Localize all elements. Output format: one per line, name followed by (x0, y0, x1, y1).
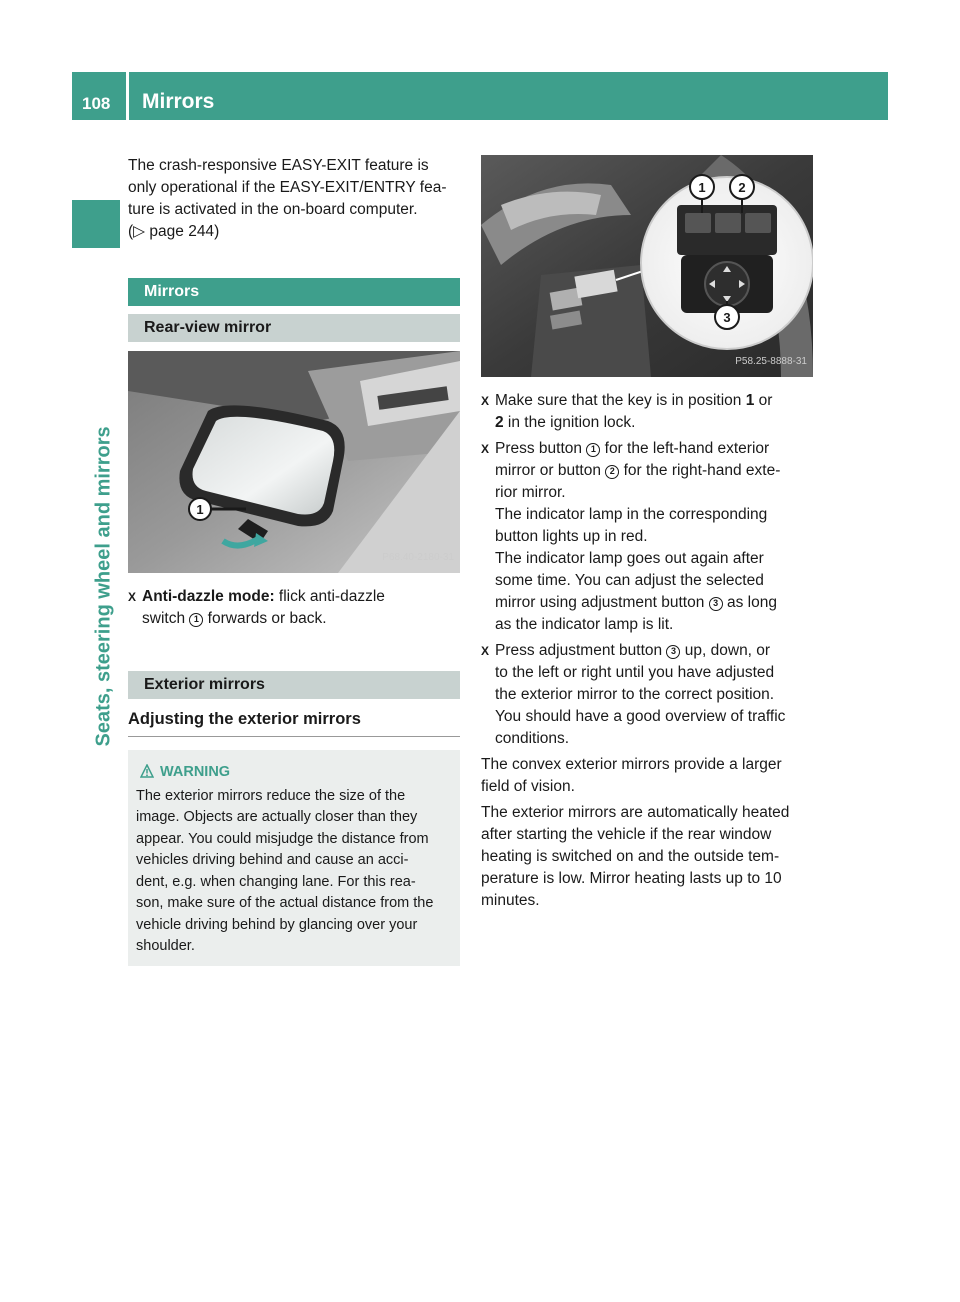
step-text: or (754, 392, 773, 409)
warning-line: vehicle driving behind by glancing over your (136, 916, 418, 933)
warning-line: dent, e.g. when changing lane. For this rea- (136, 873, 416, 890)
header-divider (126, 72, 129, 120)
left-column (128, 155, 460, 966)
step-text: the exterior mirror to the correct position. (495, 686, 775, 703)
warning-triangle-icon (140, 764, 154, 778)
step-press-button (481, 438, 815, 636)
step-text: in the ignition lock. (503, 414, 636, 431)
callout-3-icon: 3 (666, 645, 680, 659)
step-arrow-icon: X (481, 394, 490, 408)
warning-title (136, 762, 452, 784)
step-text: You should have a good overview of traffic (495, 708, 786, 725)
page-ref-arrow-icon: ▷ (133, 223, 146, 240)
step-text: The indicator lamp goes out again after (495, 550, 764, 567)
callout-1-icon: 1 (586, 443, 600, 457)
subsection-heading-rear-view: Rear-view mirror (128, 314, 460, 342)
door-controls-illustration (481, 155, 813, 377)
chapter-tab (72, 258, 120, 758)
warning-line: son, make sure of the actual distance from the (136, 895, 434, 911)
step-text: for the left-hand exterior (600, 440, 770, 457)
para-line: minutes. (481, 892, 540, 909)
page-header (72, 72, 888, 120)
page-title: Mirrors (142, 90, 215, 113)
mirror-heating-paragraph (481, 802, 815, 912)
para-line: The convex exterior mirrors provide a larger (481, 756, 782, 773)
rear-view-mirror-illustration (128, 351, 460, 573)
step-bold: 1 (745, 392, 755, 409)
figure1-callout-1: 1 (196, 502, 204, 517)
step-text: to the left or right until you have adjusted (495, 664, 775, 681)
warning-line: vehicles driving behind and cause an acci- (136, 852, 409, 868)
warning-line: shoulder. (136, 938, 195, 954)
intro-line: The crash-responsive EASY-EXIT feature is (128, 157, 429, 174)
para-line: The exterior mirrors are automatically heated (481, 804, 790, 821)
warning-line: appear. You could misjudge the distance from (136, 830, 429, 847)
step-text: switch (142, 610, 190, 627)
step-text: Press button (495, 440, 587, 457)
warning-box (128, 750, 460, 966)
step-text: rior mirror. (495, 484, 566, 501)
figure2-callout-1: 1 (698, 180, 706, 195)
para-line: field of vision. (481, 778, 575, 795)
warning-line: The exterior mirrors reduce the size of the (136, 787, 406, 804)
exterior-mirror-controls-image (481, 155, 813, 377)
figure2-callout-2: 2 (738, 180, 746, 195)
callout-2-icon: 2 (605, 465, 619, 479)
para-line: perature is low. Mirror heating lasts up to 10 (481, 870, 782, 887)
step-bold-label: Anti-dazzle mode: (142, 588, 275, 605)
step-text: mirror using adjustment button (495, 594, 709, 611)
callout-3-icon: 3 (709, 597, 723, 611)
figure2-code: P58.25-8888-31 (735, 356, 807, 367)
step-text: The indicator lamp in the corresponding (495, 506, 768, 523)
section-heading-mirrors: Mirrors (128, 278, 460, 306)
anti-dazzle-step (128, 586, 460, 630)
step-text: button lights up in red. (495, 528, 648, 545)
step-text: Press adjustment button (495, 642, 667, 659)
warning-title-text: WARNING (160, 764, 231, 780)
step-text: flick anti-dazzle (274, 588, 385, 605)
step-text: as the indicator lamp is lit. (495, 616, 674, 633)
intro-line: ture is activated in the on-board computer. (128, 201, 418, 218)
step-press-adjustment (481, 640, 815, 750)
para-line: after starting the vehicle if the rear window (481, 826, 772, 843)
chapter-tab-marker (72, 200, 120, 248)
warning-text (136, 786, 452, 958)
page-reference-link[interactable]: page 244 (149, 223, 215, 240)
step-text: for the right-hand exte- (619, 462, 781, 479)
page-number: 108 (82, 94, 111, 113)
step-text: some time. You can adjust the selected (495, 572, 764, 589)
intro-paragraph: The crash-responsive EASY-EXIT feature is only operational if the EASY-EXIT/ENTRY fea- ture is activated in the on-board computer. (▷ page 244) (128, 157, 447, 240)
right-column (481, 155, 815, 912)
convex-mirrors-paragraph (481, 754, 815, 798)
step-text: conditions. (495, 730, 570, 747)
warning-line: image. Objects are actually closer than they (136, 809, 418, 825)
step-arrow-icon: X (481, 644, 490, 658)
step-text: up, down, or (680, 642, 771, 659)
rear-view-mirror-image (128, 351, 460, 573)
figure2-callout-3: 3 (723, 310, 731, 325)
step-text: forwards or back. (203, 610, 327, 627)
step-text: Make sure that the key is in position (495, 392, 746, 409)
step-arrow-icon: X (481, 442, 490, 456)
step-arrow-icon: X (128, 590, 137, 604)
subsection-heading-exterior: Exterior mirrors (128, 671, 460, 699)
chapter-title: Seats, steering wheel and mirrors (92, 426, 115, 747)
callout-1-icon: 1 (189, 613, 203, 627)
step-text: as long (722, 594, 777, 611)
para-line: heating is switched on and the outside tem- (481, 848, 780, 865)
figure1-code: P68.40-2180-31 (382, 552, 454, 563)
step-key-position (481, 390, 815, 434)
step-bold: 2 (495, 414, 504, 431)
step-text: mirror or button (495, 462, 606, 479)
heading-adjusting-exterior-mirrors: Adjusting the exterior mirrors (128, 708, 460, 737)
intro-line: only operational if the EASY-EXIT/ENTRY fea- (128, 179, 447, 196)
